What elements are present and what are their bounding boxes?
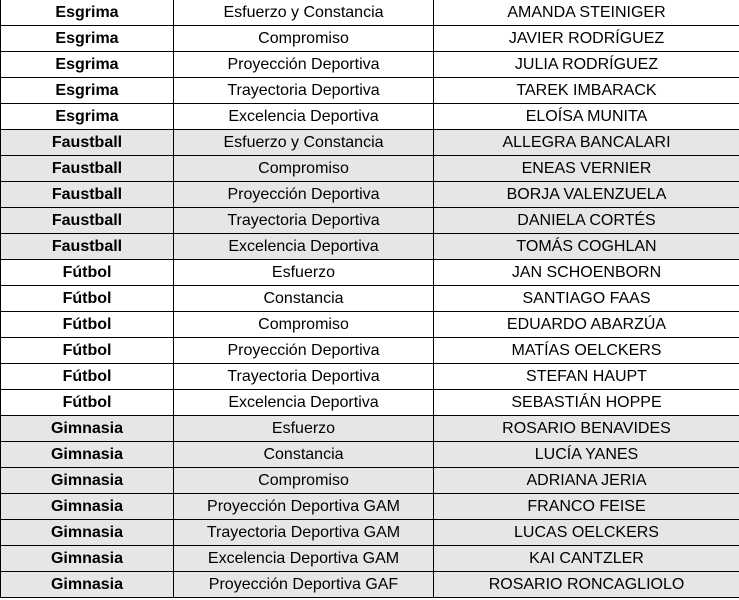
table-row <box>1 286 739 312</box>
athlete-name-cell[interactable]: STEFAN HAUPT <box>434 364 739 390</box>
sport-cell[interactable]: Fútbol <box>1 286 174 312</box>
athlete-name-cell[interactable]: DANIELA CORTÉS <box>434 208 739 234</box>
award-cell[interactable]: Esfuerzo y Constancia <box>174 0 434 26</box>
table-row <box>1 156 739 182</box>
athlete-name-cell[interactable]: ADRIANA JERIA <box>434 468 739 494</box>
table-row <box>1 26 739 52</box>
table-row <box>1 312 739 338</box>
table-row <box>1 390 739 416</box>
award-cell[interactable]: Esfuerzo <box>174 416 434 442</box>
athlete-name-cell[interactable]: TAREK IMBARACK <box>434 78 739 104</box>
award-cell[interactable]: Proyección Deportiva <box>174 182 434 208</box>
table-row <box>1 494 739 520</box>
award-cell[interactable]: Proyección Deportiva GAF <box>174 572 434 598</box>
sport-cell[interactable]: Fútbol <box>1 364 174 390</box>
sport-cell[interactable]: Faustball <box>1 130 174 156</box>
award-cell[interactable]: Esfuerzo y Constancia <box>174 130 434 156</box>
athlete-name-cell[interactable]: ROSARIO BENAVIDES <box>434 416 739 442</box>
awards-table-body <box>1 0 739 598</box>
table-row <box>1 182 739 208</box>
award-cell[interactable]: Excelencia Deportiva GAM <box>174 546 434 572</box>
award-cell[interactable]: Proyección Deportiva <box>174 338 434 364</box>
athlete-name-cell[interactable]: JAVIER RODRÍGUEZ <box>434 26 739 52</box>
athlete-name-cell[interactable]: BORJA VALENZUELA <box>434 182 739 208</box>
award-cell[interactable]: Constancia <box>174 286 434 312</box>
athlete-name-cell[interactable]: LUCÍA YANES <box>434 442 739 468</box>
athlete-name-cell[interactable]: SANTIAGO FAAS <box>434 286 739 312</box>
athlete-name-cell[interactable]: ROSARIO RONCAGLIOLO <box>434 572 739 598</box>
table-row <box>1 208 739 234</box>
sport-cell[interactable]: Gimnasia <box>1 416 174 442</box>
award-cell[interactable]: Compromiso <box>174 156 434 182</box>
table-row <box>1 52 739 78</box>
sport-cell[interactable]: Gimnasia <box>1 468 174 494</box>
athlete-name-cell[interactable]: ELOÍSA MUNITA <box>434 104 739 130</box>
sport-cell[interactable]: Esgrima <box>1 78 174 104</box>
sport-cell[interactable]: Fútbol <box>1 312 174 338</box>
sport-cell[interactable]: Faustball <box>1 156 174 182</box>
award-cell[interactable]: Trayectoria Deportiva <box>174 364 434 390</box>
table-row <box>1 468 739 494</box>
award-cell[interactable]: Trayectoria Deportiva GAM <box>174 520 434 546</box>
award-cell[interactable]: Trayectoria Deportiva <box>174 78 434 104</box>
sport-cell[interactable]: Fútbol <box>1 390 174 416</box>
sport-cell[interactable]: Esgrima <box>1 52 174 78</box>
sport-cell[interactable]: Fútbol <box>1 260 174 286</box>
award-cell[interactable]: Proyección Deportiva <box>174 52 434 78</box>
sport-cell[interactable]: Gimnasia <box>1 520 174 546</box>
table-row <box>1 78 739 104</box>
award-cell[interactable]: Excelencia Deportiva <box>174 234 434 260</box>
table-row <box>1 130 739 156</box>
sport-cell[interactable]: Faustball <box>1 182 174 208</box>
table-row <box>1 260 739 286</box>
award-cell[interactable]: Trayectoria Deportiva <box>174 208 434 234</box>
athlete-name-cell[interactable]: LUCAS OELCKERS <box>434 520 739 546</box>
table-row <box>1 572 739 598</box>
sport-cell[interactable]: Faustball <box>1 234 174 260</box>
award-cell[interactable]: Proyección Deportiva GAM <box>174 494 434 520</box>
athlete-name-cell[interactable]: AMANDA STEINIGER <box>434 0 739 26</box>
table-row <box>1 416 739 442</box>
award-cell[interactable]: Compromiso <box>174 312 434 338</box>
athlete-name-cell[interactable]: EDUARDO ABARZÚA <box>434 312 739 338</box>
sport-cell[interactable]: Gimnasia <box>1 494 174 520</box>
table-row <box>1 546 739 572</box>
sport-cell[interactable]: Gimnasia <box>1 546 174 572</box>
award-cell[interactable]: Esfuerzo <box>174 260 434 286</box>
athlete-name-cell[interactable]: SEBASTIÁN HOPPE <box>434 390 739 416</box>
sport-cell[interactable]: Fútbol <box>1 338 174 364</box>
table-row <box>1 442 739 468</box>
table-row <box>1 338 739 364</box>
athlete-name-cell[interactable]: ENEAS VERNIER <box>434 156 739 182</box>
table-row <box>1 234 739 260</box>
award-cell[interactable]: Compromiso <box>174 468 434 494</box>
sport-cell[interactable]: Esgrima <box>1 0 174 26</box>
sport-cell[interactable]: Esgrima <box>1 104 174 130</box>
sport-cell[interactable]: Faustball <box>1 208 174 234</box>
athlete-name-cell[interactable]: FRANCO FEISE <box>434 494 739 520</box>
award-cell[interactable]: Excelencia Deportiva <box>174 390 434 416</box>
athlete-name-cell[interactable]: TOMÁS COGHLAN <box>434 234 739 260</box>
award-cell[interactable]: Compromiso <box>174 26 434 52</box>
athlete-name-cell[interactable]: ALLEGRA BANCALARI <box>434 130 739 156</box>
table-row <box>1 0 739 26</box>
athlete-name-cell[interactable]: JULIA RODRÍGUEZ <box>434 52 739 78</box>
table-row <box>1 520 739 546</box>
award-cell[interactable]: Constancia <box>174 442 434 468</box>
sport-cell[interactable]: Gimnasia <box>1 572 174 598</box>
sport-cell[interactable]: Esgrima <box>1 26 174 52</box>
athlete-name-cell[interactable]: KAI CANTZLER <box>434 546 739 572</box>
sport-cell[interactable]: Gimnasia <box>1 442 174 468</box>
table-row <box>1 364 739 390</box>
athlete-name-cell[interactable]: MATÍAS OELCKERS <box>434 338 739 364</box>
table-row <box>1 104 739 130</box>
athlete-name-cell[interactable]: JAN SCHOENBORN <box>434 260 739 286</box>
award-cell[interactable]: Excelencia Deportiva <box>174 104 434 130</box>
